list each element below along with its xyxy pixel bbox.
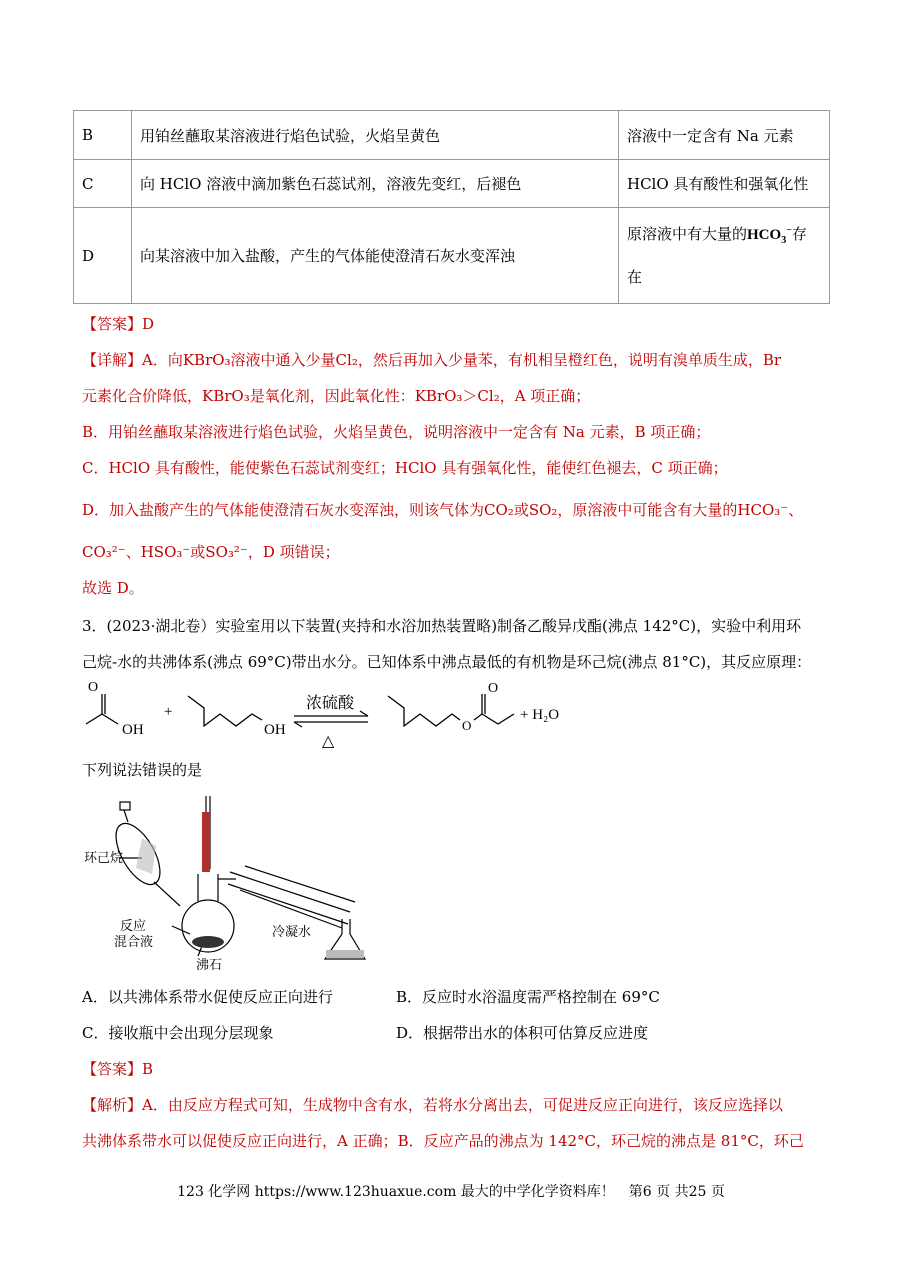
q3-answer: 【答案】B xyxy=(82,1060,154,1078)
q2-detail-b: B．用铂丝蘸取某溶液进行焰色试验，火焰呈黄色，说明溶液中一定含有 Na 元素，B 项正确； xyxy=(82,423,711,441)
table-row xyxy=(74,208,830,304)
svg-text:△: △ xyxy=(322,731,335,750)
svg-text:OH: OH xyxy=(264,722,286,738)
conclusion-line2: 在 xyxy=(627,268,643,286)
svg-text:OH: OH xyxy=(122,722,144,738)
svg-text:反应: 反应 xyxy=(120,919,147,934)
thermometer-liquid xyxy=(202,812,210,872)
hco3-formula: $HCO_3^-$ xyxy=(747,225,792,246)
isopentanol-skeleton xyxy=(188,696,262,726)
q3-analysis-1: 【解析】A．由反应方程式可知，生成物中含有水，若将水分离出去，可促进反应正向进行，该反应选择以 xyxy=(82,1096,783,1114)
options-table xyxy=(73,110,830,304)
q3-stem-1: 3．(2023·湖北卷）实验室用以下装置(夹持和水浴加热装置略)制备乙酸异戊酯(沸点 142°C)，实验中利用环 xyxy=(82,617,802,635)
acetic-acid-skeleton xyxy=(86,714,118,724)
q2-detail-c: C．HClO 具有酸性，能使紫色石蕊试剂变红；HClO 具有强氧化性，能使红色褪去，C 项正确； xyxy=(82,459,728,477)
svg-text:环己烷: 环己烷 xyxy=(84,851,124,866)
q2-detail-a2: 元素化合价降低，KBrO₃是氧化剂，因此氧化性：KBrO₃＞Cl₂，A 项正确； xyxy=(82,387,591,405)
row-operation: 向某溶液中加入盐酸，产生的气体能使澄清石灰水变浑浊 xyxy=(132,208,619,304)
conclusion-pre: 原溶液中有大量的 xyxy=(627,225,748,243)
option-a: A．以共沸体系带水促使反应正向进行 xyxy=(82,988,333,1006)
row-label: C xyxy=(74,160,132,208)
q2-choose: 故选 D。 xyxy=(82,579,144,597)
table-row xyxy=(74,111,830,160)
option-b: B．反应时水浴温度需严格控制在 69°C xyxy=(396,988,660,1006)
q2-answer: 【答案】D xyxy=(82,315,155,333)
svg-text:混合液: 混合液 xyxy=(114,935,154,950)
q2-detail-a: 【详解】A．向KBrO₃溶液中通入少量Cl₂，然后再加入少量苯，有机相呈橙红色，说明有溴单质生成，Br xyxy=(82,351,782,369)
svg-text:+: + xyxy=(164,704,173,720)
svg-text:+ H₂O: + H₂O xyxy=(520,707,560,723)
option-d: D．根据带出水的体积可估算反应进度 xyxy=(396,1024,649,1042)
row-label: D xyxy=(74,208,132,304)
row-conclusion: HClO 具有酸性和强氧化性 xyxy=(619,160,830,208)
svg-text:冷凝水: 冷凝水 xyxy=(272,925,312,940)
svg-text:O: O xyxy=(488,681,499,696)
row-operation: 向 HClO 溶液中滴加紫色石蕊试剂，溶液先变红，后褪色 xyxy=(132,160,619,208)
svg-text:O: O xyxy=(88,680,99,695)
table-row xyxy=(74,160,830,208)
row-operation: 用铂丝蘸取某溶液进行焰色试验，火焰呈黄色 xyxy=(132,111,619,160)
q3-analysis-2: 共沸体系带水可以促使反应正向进行，A 正确；B．反应产品的沸点为 142°C，环己烷的沸点是 81°C，环己 xyxy=(82,1132,804,1150)
q3-prompt: 下列说法错误的是 xyxy=(82,761,203,779)
svg-text:浓硫酸: 浓硫酸 xyxy=(306,693,355,712)
q2-detail-d2: CO₃²⁻、HSO₃⁻或SO₃²⁻，D 项错误； xyxy=(82,543,340,561)
row-conclusion: 溶液中一定含有 Na 元素 xyxy=(619,111,830,160)
row-label: B xyxy=(74,111,132,160)
q2-detail-d: D．加入盐酸产生的气体能使澄清石灰水变浑浊，则该气体为CO₂或SO₂，原溶液中可能含有大量的HCO₃⁻、 xyxy=(82,501,804,519)
option-c: C．接收瓶中会出现分层现象 xyxy=(82,1024,274,1042)
q3-stem-2: 己烷-水的共沸体系(沸点 69°C)带出水分。已知体系中沸点最低的有机物是环己烷(沸点 81°C)，其反应原理： xyxy=(82,653,812,671)
reaction-equation xyxy=(78,676,598,758)
apparatus-diagram xyxy=(80,794,380,974)
conclusion-post: 存 xyxy=(791,225,807,243)
svg-text:沸石: 沸石 xyxy=(196,958,223,973)
svg-text:O: O xyxy=(462,718,472,733)
row-conclusion xyxy=(619,208,830,304)
page-footer: 123 化学网 https://www.123huaxue.com 最大的中学化学资料库！ 第6 页 共25 页 xyxy=(177,1184,725,1200)
boiling-chips-mark xyxy=(192,936,224,948)
ester-skeleton xyxy=(388,696,460,726)
